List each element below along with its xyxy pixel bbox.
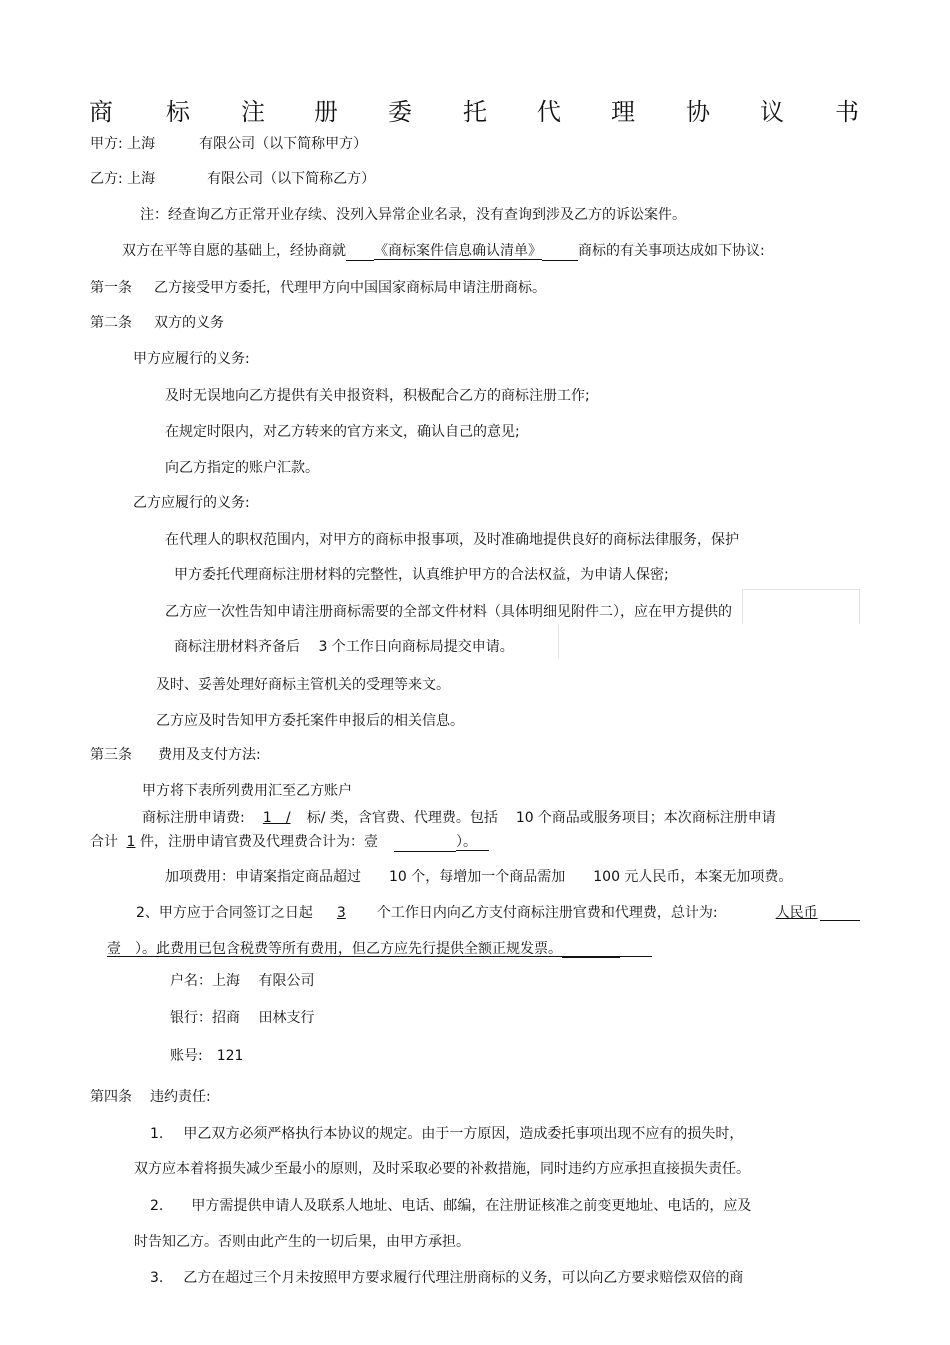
item-number: 3. xyxy=(150,1270,164,1286)
title-char: 书 xyxy=(835,98,859,126)
fee-desc: 标/ 类，含官费、代理费。包括 xyxy=(306,810,498,826)
title-char: 注 xyxy=(241,98,265,126)
item-text: 甲方需提供申请人及联系人地址、电话、邮编，在注册证核准之前变更地址、电话的，应及 xyxy=(191,1198,752,1214)
payment-intro: 甲方将下表所列费用汇至乙方账户 xyxy=(142,783,352,799)
intro-before: 双方在平等自愿的基础上，经协商就 xyxy=(122,243,346,259)
total-count: 1 xyxy=(126,834,136,850)
party-a-duty: 及时无误地向乙方提供有关申报资料，积极配合乙方的商标注册工作; xyxy=(165,388,590,404)
party-b-duty-cont: 甲方委托代理商标注册材料的完整性，认真维护甲方的合法权益，为申请人保密; xyxy=(174,567,669,583)
party-a-name: 上海 xyxy=(127,136,156,152)
article-2-label: 第二条 xyxy=(90,315,132,331)
title-char: 议 xyxy=(760,98,784,126)
party-b-duties-heading: 乙方应履行的义务: xyxy=(133,495,250,511)
party-b-duty: 在代理人的职权范围内，对甲方的商标申报事项，及时准确地提供良好的商标法律服务，保护 xyxy=(165,532,739,548)
title-char: 委 xyxy=(388,98,412,126)
article-4-label: 第四条 xyxy=(90,1089,132,1105)
liability-item xyxy=(150,1125,743,1143)
title-char: 协 xyxy=(686,98,710,126)
title-char: 商 xyxy=(89,98,113,126)
fee-quantity: 1 / xyxy=(262,810,291,826)
article-1-label: 第一条 xyxy=(90,280,132,296)
party-a-suffix: 有限公司（以下简称甲方） xyxy=(199,136,368,152)
inquiry-note: 注：经查询乙方正常开业存续、没列入异常企业名录，没有查询到涉及乙方的诉讼案件。 xyxy=(140,207,686,223)
total-label: 合计 xyxy=(90,834,118,850)
title-char: 代 xyxy=(537,98,561,126)
article-3-title: 费用及支付方法: xyxy=(158,747,261,763)
payment-terms xyxy=(136,904,818,922)
underline xyxy=(107,956,652,957)
title-char: 托 xyxy=(463,98,487,126)
item-text: 甲乙双方必须严格执行本协议的规定。由于一方原因，造成委托事项出现不应有的损失时， xyxy=(183,1126,744,1142)
party-b-duty: 乙方应及时告知甲方委托案件申报后的相关信息。 xyxy=(156,713,464,729)
item-number: 1. xyxy=(150,1126,164,1142)
intro-paragraph xyxy=(122,242,765,261)
article-4-title: 违约责任: xyxy=(150,1089,211,1105)
payment-terms-b: 个工作日内向乙方支付商标注册官费和代理费，总计为: xyxy=(376,905,718,921)
fee-desc-2: 个商品或服务项目；本次商标注册申请 xyxy=(537,810,776,826)
party-a-duty: 向乙方指定的账户汇款。 xyxy=(165,460,319,476)
party-a xyxy=(90,135,367,153)
party-b-duty: 乙方应一次性告知申请注册商标需要的全部文件材料（具体明细见附件二），应在甲方提供的 xyxy=(165,604,732,620)
party-b-label: 乙方: xyxy=(90,171,123,187)
total-close: ）。 xyxy=(456,834,489,851)
party-b xyxy=(90,170,375,188)
article-4 xyxy=(90,1088,211,1106)
article-1-text: 乙方接受甲方委托，代理甲方向中国国家商标局申请注册商标。 xyxy=(154,280,546,296)
article-3-label: 第三条 xyxy=(90,747,132,763)
title-char: 理 xyxy=(611,98,635,126)
liability-item xyxy=(150,1269,743,1287)
article-3 xyxy=(90,746,261,764)
payment-days: 3 xyxy=(336,905,346,921)
fee-items: 10 xyxy=(515,810,534,826)
total-desc: 件，注册申请官费及代理费合计为：壹 xyxy=(140,834,378,850)
article-2-title: 双方的义务 xyxy=(154,315,224,331)
payment-currency: 人民币 xyxy=(775,905,818,921)
extra-fee: 加项费用：申请案指定商品超过 10 个，每增加一个商品需加 100 元人民币，本案无加项费。 xyxy=(165,869,793,885)
party-b-suffix: 有限公司（以下简称乙方） xyxy=(207,171,376,187)
bank-name: 银行：招商 田林支行 xyxy=(170,1010,315,1026)
intro-after: 商标的有关事项达成如下协议: xyxy=(578,243,765,259)
account-number: 账号: 121 xyxy=(170,1048,244,1064)
party-b-duty-cont: 商标注册材料齐备后 3 个工作日向商标局提交申请。 xyxy=(174,639,514,655)
account-name: 户名：上海 有限公司 xyxy=(170,973,315,989)
party-a-duty: 在规定时限内，对乙方转来的官方来文，确认自己的意见; xyxy=(165,424,520,440)
underline xyxy=(820,920,860,921)
total-line xyxy=(90,833,489,852)
faint-line xyxy=(558,625,559,659)
title-char: 标 xyxy=(166,98,190,126)
party-a-duties-heading: 甲方应履行的义务: xyxy=(133,351,250,367)
liability-item-cont: 时告知乙方。否则由此产生的一切后果，由甲方承担。 xyxy=(134,1234,470,1250)
party-b-duty: 及时、妥善处理好商标主管机关的受理等来文。 xyxy=(156,677,450,693)
registration-fee-line xyxy=(142,809,776,827)
faint-box xyxy=(742,589,860,624)
party-b-name: 上海 xyxy=(127,171,156,187)
fee-label: 商标注册申请费: xyxy=(142,810,245,826)
payment-terms-line2: 壹 ）。此费用已包含税费等所有费用，但乙方应先行提供全额正规发票。 xyxy=(107,941,562,957)
liability-item xyxy=(150,1197,751,1215)
title-char: 册 xyxy=(314,98,338,126)
item-text: 乙方在超过三个月未按照甲方要求履行代理注册商标的义务，可以向乙方要求赔偿双倍的商 xyxy=(183,1270,744,1286)
liability-item-cont: 双方应本着将损失减少至最小的原则，及时采取必要的补救措施，同时违约方应承担直接损失责任。 xyxy=(134,1161,750,1177)
article-1 xyxy=(90,279,546,297)
payment-terms-a: 2、甲方应于合同签订之日起 xyxy=(136,905,313,921)
article-2 xyxy=(90,314,224,332)
intro-doc: 《商标案件信息确认清单》 xyxy=(374,243,542,259)
item-number: 2. xyxy=(150,1198,164,1214)
party-a-label: 甲方: xyxy=(90,136,123,152)
